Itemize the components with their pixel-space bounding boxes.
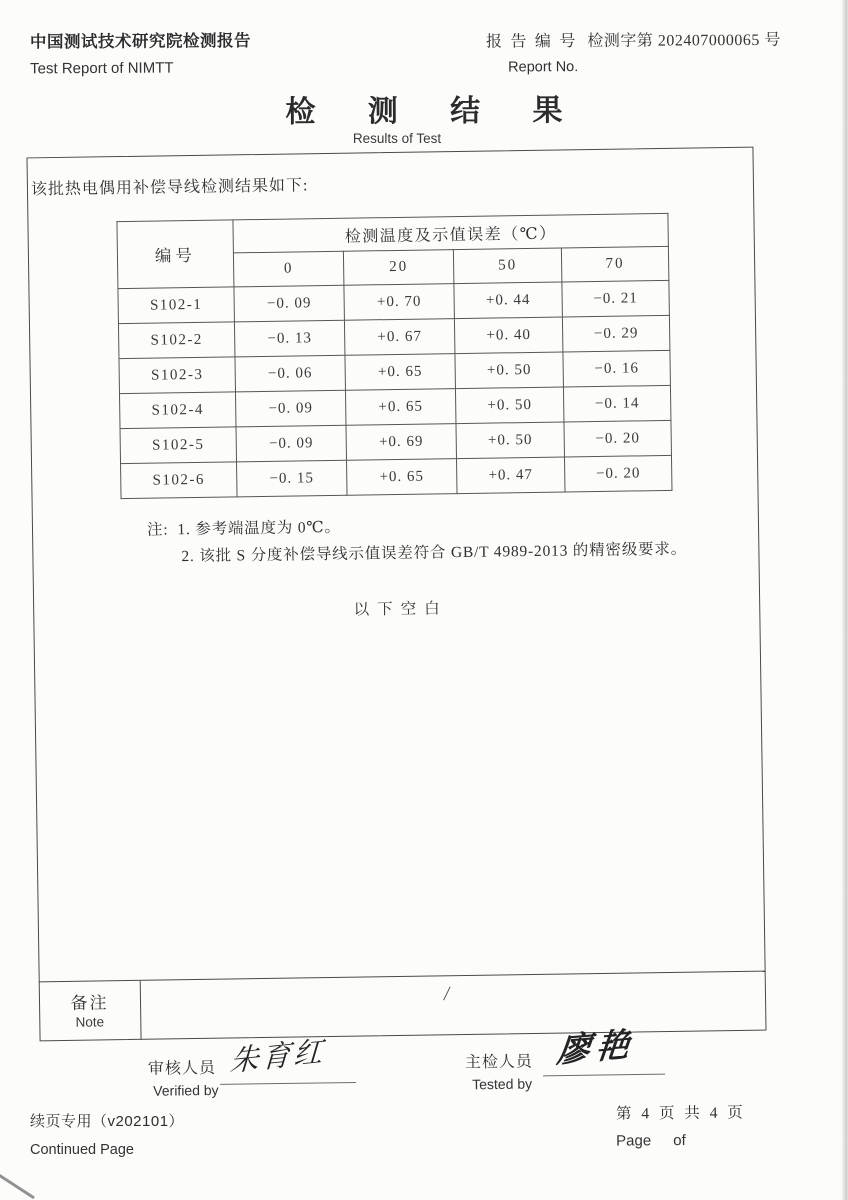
cell-value: +0. 70: [344, 284, 455, 321]
page-number-zh: 第 4 页 共 4 页: [615, 1104, 746, 1123]
tester-label-en: Tested by: [472, 1075, 533, 1093]
doc-title-zh: 检 测 结 果: [285, 94, 585, 129]
notes-block: [147, 509, 687, 571]
cell-value: −0. 09: [236, 425, 347, 462]
remark-label-cell: [39, 981, 142, 1042]
cell-value: −0. 09: [234, 285, 345, 322]
org-title-en: Test Report of NIMTT: [30, 59, 174, 78]
verifier-signature: 朱育红: [228, 1034, 327, 1079]
note-item-1: 1. 参考端温度为 0℃。: [177, 518, 341, 539]
table-header-temp-0: 0: [233, 251, 343, 287]
cell-value: −0. 15: [237, 460, 348, 497]
row-id: S102-2: [118, 322, 235, 359]
cell-value: +0. 50: [455, 352, 564, 389]
row-id: S102-3: [119, 357, 236, 394]
remark-label-zh: 备注: [70, 993, 109, 1013]
cell-value: +0. 44: [454, 282, 563, 319]
cell-value: +0. 40: [454, 317, 563, 354]
cell-value: −0. 20: [564, 420, 672, 457]
blank-below-marker: 以下空白: [353, 600, 448, 619]
table-header-temp-20: 20: [343, 250, 453, 286]
verifier-signature-line: [220, 1082, 356, 1085]
results-frame: [26, 147, 766, 1042]
row-id: S102-1: [118, 287, 235, 324]
row-id: S102-6: [121, 462, 238, 499]
cell-value: +0. 65: [347, 459, 458, 496]
tester-signature-line: [543, 1074, 665, 1077]
tester-label-zh: 主检人员: [464, 1053, 534, 1072]
table-header-id: 编号: [117, 220, 234, 289]
cell-value: +0. 65: [345, 389, 456, 426]
cell-value: −0. 13: [234, 320, 345, 357]
report-number-label-en: Report No.: [508, 59, 579, 76]
doc-title-en: Results of Test: [352, 131, 442, 146]
cell-value: +0. 47: [456, 457, 565, 494]
footer-continued-zh: 续页专用（v202101）: [30, 1113, 185, 1130]
of-word: of: [673, 1131, 686, 1150]
footer-continued-en: Continued Page: [30, 1142, 134, 1158]
tester-signature: 廖艳: [555, 1024, 638, 1071]
page-number-block: [616, 1100, 746, 1149]
cell-value: +0. 69: [346, 424, 457, 461]
table-header-temp-70: 70: [561, 246, 668, 282]
cell-value: +0. 50: [455, 387, 564, 424]
cell-value: −0. 20: [564, 455, 672, 492]
remark-label-en: Note: [75, 1014, 105, 1030]
cell-value: −0. 09: [235, 390, 346, 427]
cell-value: +0. 50: [456, 422, 565, 459]
row-id: S102-4: [119, 392, 236, 429]
intro-text: 该批热电偶用补偿导线检测结果如下:: [30, 177, 309, 199]
cell-value: −0. 16: [563, 350, 671, 387]
scan-edge-shadow: [841, 0, 848, 1200]
cell-value: −0. 14: [563, 385, 671, 422]
org-title-zh: 中国测试技术研究院检测报告: [29, 32, 252, 52]
notes-label: 注:: [146, 521, 169, 539]
page-word: Page: [616, 1132, 652, 1150]
scan-corner-mark: [0, 1172, 35, 1200]
table-header-temp-50: 50: [453, 248, 561, 284]
results-table: [116, 213, 672, 499]
cell-value: −0. 06: [235, 355, 346, 392]
report-number-label-zh: 报 告 编 号: [485, 33, 578, 51]
table-header-group: 检测温度及示值误差（℃）: [233, 213, 668, 252]
report-number-line: [486, 27, 781, 52]
cell-value: +0. 65: [345, 354, 456, 391]
verifier-label-zh: 审核人员: [147, 1059, 217, 1078]
note-item-2: 2. 该批 S 分度补偿导线示值误差符合 GB/T 4989-2013 的精密级要求。: [181, 540, 688, 566]
cell-value: +0. 67: [344, 319, 455, 356]
remark-row: [39, 971, 767, 1042]
table-row: [121, 455, 672, 498]
page-header: [0, 0, 848, 93]
report-number-value: 检测字第 202407000065 号: [587, 31, 781, 51]
verifier-label-en: Verified by: [153, 1081, 219, 1099]
row-id: S102-5: [120, 427, 237, 464]
remark-content-slash: /: [442, 981, 452, 1006]
cell-value: −0. 21: [562, 280, 670, 317]
page-number-en: [616, 1131, 746, 1149]
cell-value: −0. 29: [562, 315, 670, 352]
